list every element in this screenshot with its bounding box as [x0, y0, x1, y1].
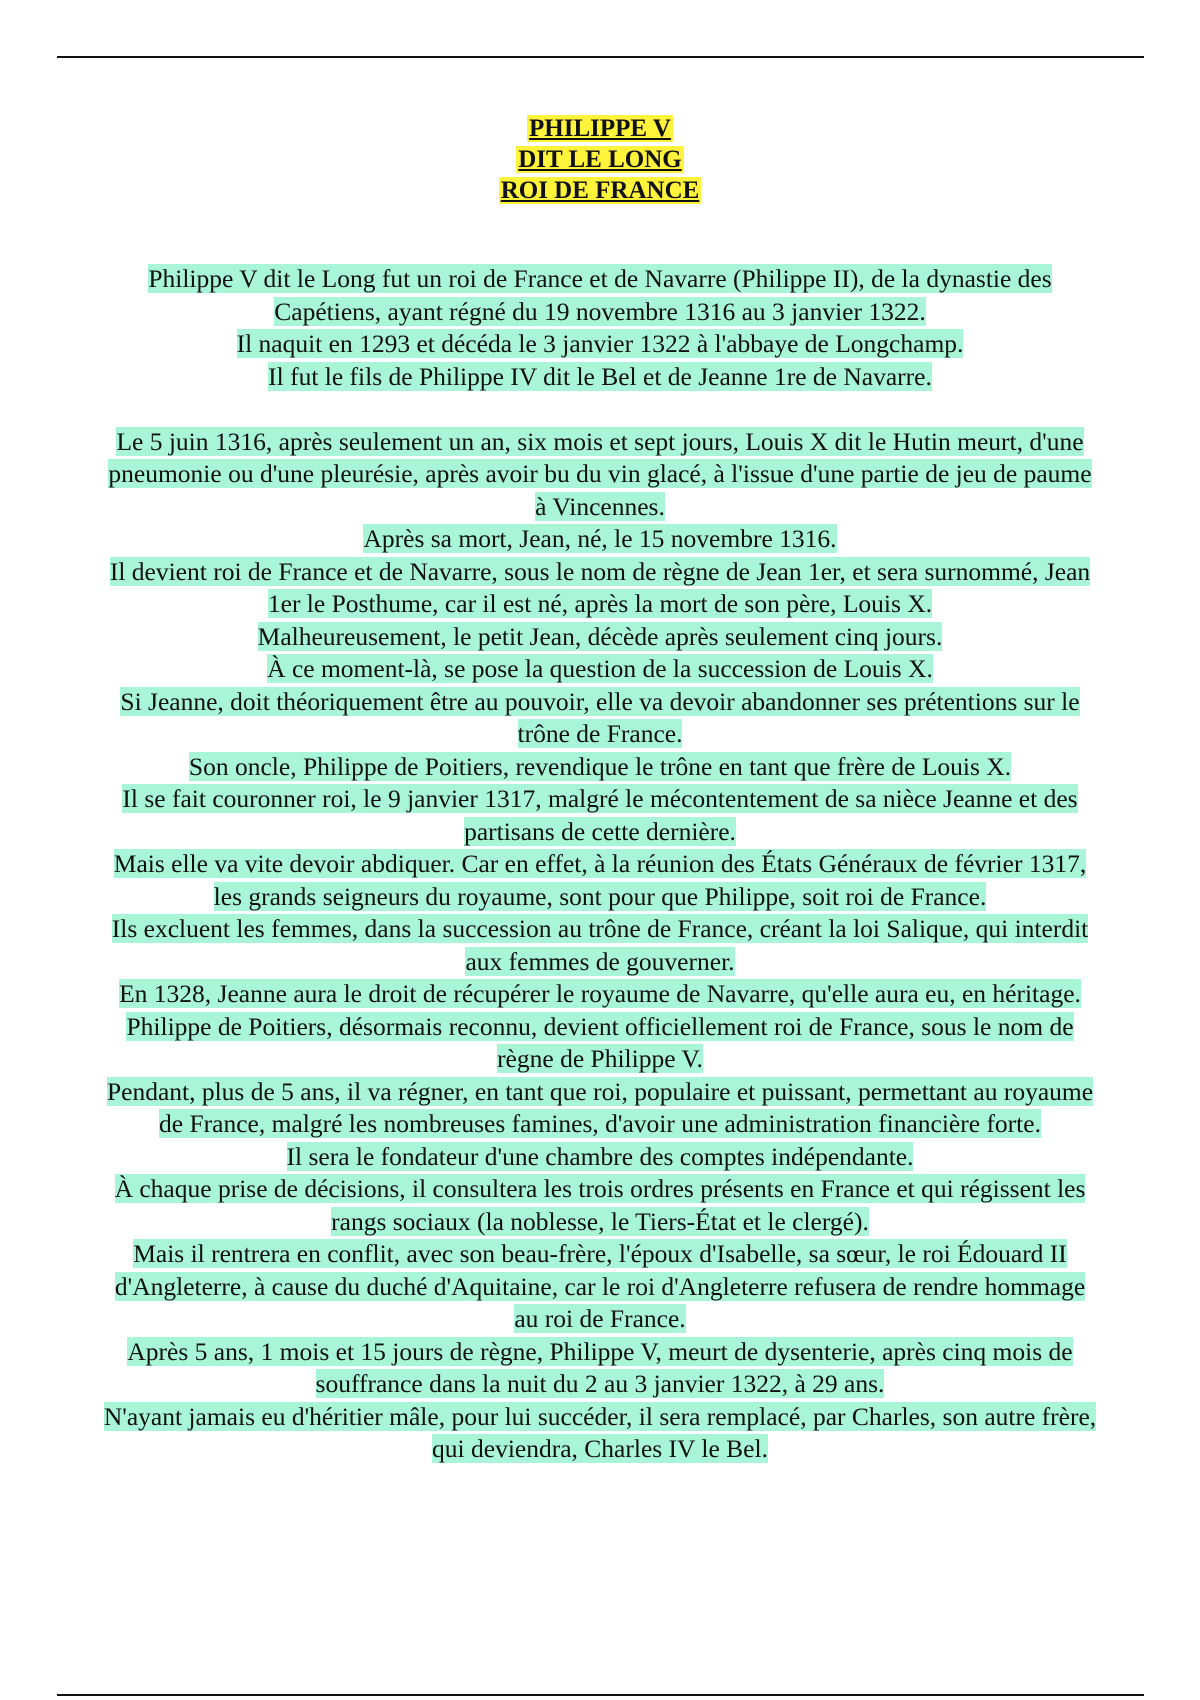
- paragraph: Il se fait couronner roi, le 9 janvier 1317, malgré le mécontentement de sa nièce Jeanne et des partisans de cette dernière.: [122, 784, 1078, 846]
- title-line: ROI DE FRANCE: [500, 177, 700, 204]
- paragraph: À chaque prise de décisions, il consultera les trois ordres présents en France et qui régissent les rangs sociaux (la noblesse, le Tiers-État et le clergé).: [114, 1174, 1086, 1236]
- paragraph: En 1328, Jeanne aura le droit de récupérer le royaume de Navarre, qu'elle aura eu, en héritage.: [119, 979, 1081, 1008]
- document-body: [100, 263, 1100, 1466]
- paragraph: Mais elle va vite devoir abdiquer. Car en effet, à la réunion des États Généraux de février 1317, les grands seigneurs du royaume, sont pour que Philippe, soit roi de France.: [113, 849, 1087, 911]
- title-line: DIT LE LONG: [518, 146, 682, 173]
- paragraph: Le 5 juin 1316, après seulement un an, six mois et sept jours, Louis X dit le Hutin meurt, d'une pneumonie ou d'une pleurésie, après avoir bu du vin glacé, à l'issue d'une partie de jeu de paume à Vincennes.: [108, 426, 1092, 521]
- paragraph: Il fut le fils de Philippe IV dit le Bel et de Jeanne 1re de Navarre.: [268, 361, 932, 391]
- paragraph: Ils excluent les femmes, dans la succession au trône de France, créant la loi Salique, qui interdit aux femmes de gouverner.: [111, 914, 1089, 976]
- paragraph: Après 5 ans, 1 mois et 15 jours de règne, Philippe V, meurt de dysenterie, après cinq mois de souffrance dans la nuit du 2 au 3 janvier 1322, à 29 ans.: [127, 1336, 1073, 1398]
- paragraph: Mais il rentrera en conflit, avec son beau-frère, l'époux d'Isabelle, sa sœur, le roi Édouard II d'Angleterre, à cause du duché d'Aquitaine, car le roi d'Angleterre refusera de rendre hommage au roi de France.: [114, 1239, 1086, 1333]
- paragraph: Il sera le fondateur d'une chambre des comptes indépendante.: [286, 1141, 914, 1171]
- paragraph: Pendant, plus de 5 ans, il va régner, en tant que roi, populaire et puissant, permettant au royaume de France, malgré les nombreuses famines, d'avoir une administration financière forte.: [106, 1076, 1094, 1138]
- top-rule: [57, 56, 1144, 58]
- title-line: PHILIPPE V: [529, 115, 671, 142]
- paragraph: Malheureusement, le petit Jean, décède après seulement cinq jours.: [257, 621, 943, 651]
- paragraph: Philippe de Poitiers, désormais reconnu, devient officiellement roi de France, sous le nom de règne de Philippe V.: [126, 1011, 1074, 1073]
- paragraph: Si Jeanne, doit théoriquement être au pouvoir, elle va devoir abandonner ses prétentions sur le trône de France.: [120, 686, 1080, 748]
- paragraph: Il naquit en 1293 et décéda le 3 janvier 1322 à l'abbaye de Longchamp.: [236, 329, 964, 358]
- paragraph: Philippe V dit le Long fut un roi de France et de Navarre (Philippe II), de la dynastie des Capétiens, ayant régné du 19 novembre 1316 au 3 janvier 1322.: [148, 264, 1052, 326]
- paragraph: À ce moment-là, se pose la question de la succession de Louis X.: [267, 654, 933, 683]
- paragraph: Son oncle, Philippe de Poitiers, revendique le trône en tant que frère de Louis X.: [188, 751, 1012, 781]
- paragraph: N'ayant jamais eu d'héritier mâle, pour lui succéder, il sera remplacé, par Charles, son autre frère, qui deviendra, Charles IV le Bel.: [103, 1401, 1097, 1463]
- document-title: [0, 113, 1200, 206]
- paragraph: Après sa mort, Jean, né, le 15 novembre 1316.: [363, 524, 837, 553]
- bottom-rule: [57, 1694, 1144, 1696]
- paragraph: Il devient roi de France et de Navarre, sous le nom de règne de Jean 1er, et sera surnommé, Jean 1er le Posthume, car il est né, après la mort de son père, Louis X.: [109, 556, 1091, 618]
